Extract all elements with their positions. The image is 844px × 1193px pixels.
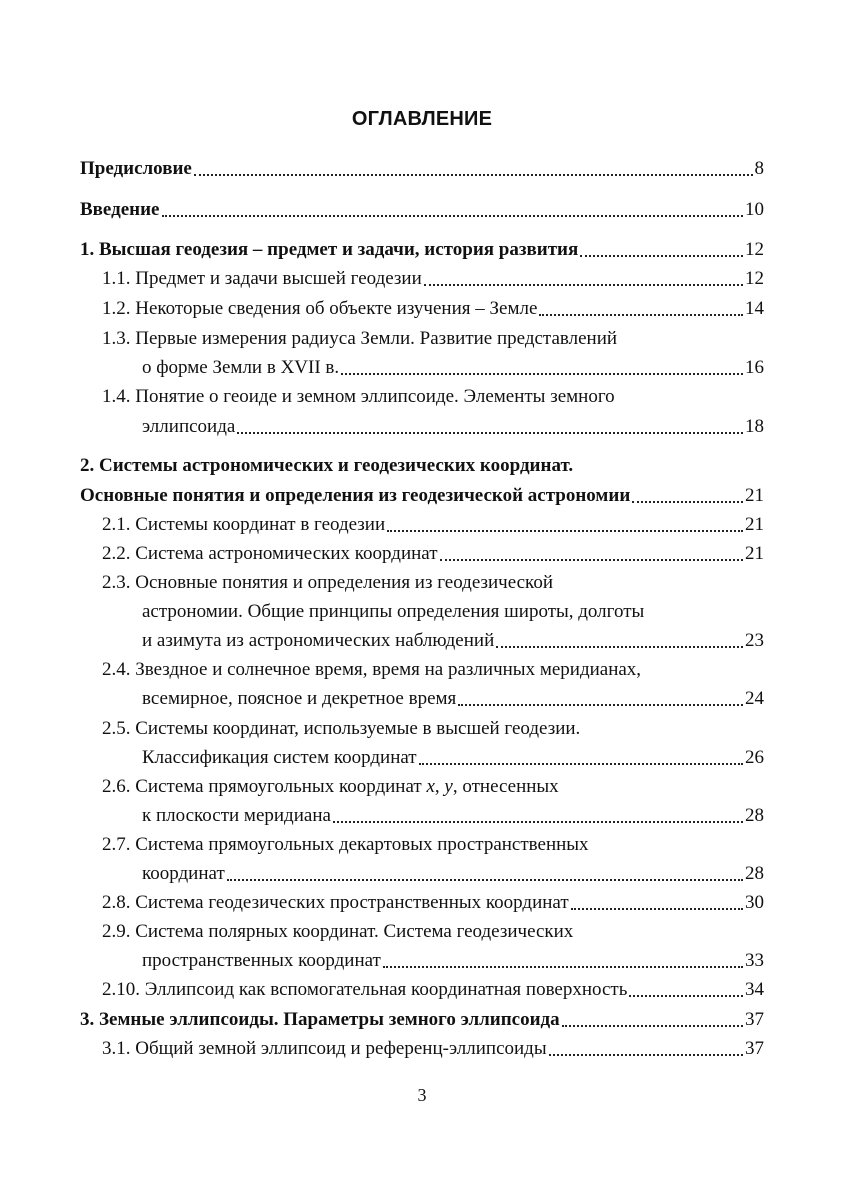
toc-entry-label xyxy=(102,776,559,798)
toc-entry-2-3[interactable] xyxy=(102,564,764,594)
toc-entry-2-9[interactable] xyxy=(102,913,764,943)
label-text-b: , отнесенных xyxy=(452,776,559,797)
dot-leader xyxy=(571,907,743,910)
toc-entry-label: 2.4. Звездное и солнечное время, время на различных меридианах, xyxy=(102,659,642,680)
toc-page-number: 16 xyxy=(745,357,764,378)
toc-page-number: 26 xyxy=(745,747,764,768)
toc-entry-label: 2.7. Система прямоугольных декартовых пространственных xyxy=(102,834,589,855)
dot-leader xyxy=(629,994,743,997)
toc-page-number: 10 xyxy=(745,199,764,220)
toc-entry-2-6-cont[interactable] xyxy=(142,797,764,827)
toc-entry-label: 1. Высшая геодезия – предмет и задачи, история развития xyxy=(80,239,579,260)
dot-leader xyxy=(387,529,743,532)
toc-page-number: 8 xyxy=(754,158,764,179)
toc-entry-chapter-1[interactable] xyxy=(80,231,764,261)
dot-leader xyxy=(194,173,753,176)
toc-entry-label-cont: Основные понятия и определения из геодезической астрономии xyxy=(80,485,631,506)
toc-page-number: 18 xyxy=(745,416,764,437)
toc-entry-label: 3. Земные эллипсоиды. Параметры земного эллипсоида xyxy=(80,1009,560,1030)
toc-entry-label: 1.3. Первые измерения радиуса Земли. Развитие представлений xyxy=(102,328,618,349)
toc-entry-label: 1.1. Предмет и задачи высшей геодезии xyxy=(102,268,422,289)
toc-entry-label-cont: астрономии. Общие принципы определения широты, долготы xyxy=(142,601,645,622)
toc-entry-label: 2.3. Основные понятия и определения из геодезической xyxy=(102,572,553,593)
toc-page-number: 28 xyxy=(745,863,764,884)
variable-y: y xyxy=(444,776,453,797)
dot-leader xyxy=(632,500,743,503)
toc-entry-label-cont: координат xyxy=(142,863,225,884)
toc-entry-1-3-cont[interactable] xyxy=(142,349,764,379)
toc-entry-label-cont: всемирное, поясное и декретное время xyxy=(142,688,457,709)
dot-leader xyxy=(333,820,743,823)
toc-page-number: 37 xyxy=(745,1009,764,1030)
toc-entry-label: Введение xyxy=(80,199,160,220)
toc-entry-1-4[interactable] xyxy=(102,378,764,408)
toc-entry-label-cont: эллипсоида xyxy=(142,416,236,437)
toc-page-number: 21 xyxy=(745,485,764,506)
dot-leader xyxy=(424,283,743,286)
toc-entry-label: 1.2. Некоторые сведения об объекте изучения – Земле xyxy=(102,298,538,319)
dot-leader xyxy=(237,431,743,434)
toc-entry-label: 2. Системы астрономических и геодезических координат. xyxy=(80,455,574,476)
dot-leader xyxy=(539,313,743,316)
toc-entry-2-3-cont1[interactable] xyxy=(142,593,764,623)
toc-entry-introduction[interactable] xyxy=(80,191,764,221)
toc-entry-3-1[interactable] xyxy=(102,1030,764,1060)
toc-entry-2-6[interactable] xyxy=(102,768,764,798)
dot-leader xyxy=(227,878,743,881)
toc-entry-2-7[interactable] xyxy=(102,826,764,856)
toc-page-number: 23 xyxy=(745,630,764,651)
toc-entry-chapter-3[interactable] xyxy=(80,1001,764,1031)
toc-page-number: 12 xyxy=(745,268,764,289)
toc-entry-label-cont: о форме Земли в XVII в. xyxy=(142,357,340,378)
dot-leader xyxy=(162,214,744,217)
toc-page-number: 12 xyxy=(745,239,764,260)
toc-entry-2-5-cont[interactable] xyxy=(142,739,764,769)
toc-entry-label: 2.9. Система полярных координат. Система геодезических xyxy=(102,921,574,942)
toc-entry-1-4-cont[interactable] xyxy=(142,408,764,438)
toc-page-number: 37 xyxy=(745,1038,764,1059)
dot-leader xyxy=(383,965,743,968)
toc-entry-2-4[interactable] xyxy=(102,651,764,681)
toc-entry-2-5[interactable] xyxy=(102,710,764,740)
toc-entry-2-1[interactable] xyxy=(102,506,764,536)
toc-entry-2-7-cont[interactable] xyxy=(142,855,764,885)
dot-leader xyxy=(562,1024,743,1027)
dot-leader xyxy=(440,558,743,561)
toc-entry-label: 2.1. Системы координат в геодезии xyxy=(102,514,386,535)
toc-entry-label-cont: Классификация систем координат xyxy=(142,747,417,768)
toc-entry-preface[interactable] xyxy=(80,150,764,180)
toc-page-number: 30 xyxy=(745,892,764,913)
toc-entry-label: 2.2. Система астрономических координат xyxy=(102,543,438,564)
toc-page-number: 14 xyxy=(745,298,764,319)
toc-entry-2-3-cont2[interactable] xyxy=(142,622,764,652)
dot-leader xyxy=(419,762,743,765)
toc-entry-label: 1.4. Понятие о геоиде и земном эллипсоиде. Элементы земного xyxy=(102,386,615,407)
toc-entry-label: Предисловие xyxy=(80,158,192,179)
toc-entry-label-cont: и азимута из астрономических наблюдений xyxy=(142,630,495,651)
toc-entry-2-9-cont[interactable] xyxy=(142,942,764,972)
label-text-a: 2.6. Система прямоугольных координат xyxy=(102,776,427,797)
label-separator: , xyxy=(434,776,445,797)
toc-page-number: 21 xyxy=(745,514,764,535)
toc-entry-1-2[interactable] xyxy=(102,290,764,320)
toc-entry-label: 2.8. Система геодезических пространственных координат xyxy=(102,892,569,913)
toc-page-number: 34 xyxy=(745,979,764,1000)
toc-entry-2-8[interactable] xyxy=(102,884,764,914)
toc-entry-2-4-cont[interactable] xyxy=(142,680,764,710)
toc-entry-chapter-2-cont[interactable] xyxy=(80,477,764,507)
toc-entry-chapter-2[interactable] xyxy=(80,447,764,477)
toc-entry-label: 3.1. Общий земной эллипсоид и референц-эллипсоиды xyxy=(102,1038,547,1059)
toc-page-number: 28 xyxy=(745,805,764,826)
toc-entry-label: 2.5. Системы координат, используемые в высшей геодезии. xyxy=(102,718,581,739)
toc-entry-label-cont: к плоскости меридиана xyxy=(142,805,331,826)
toc-entry-2-10[interactable] xyxy=(102,971,764,1001)
toc-entry-label-cont: пространственных координат xyxy=(142,950,381,971)
toc-page-number: 33 xyxy=(745,950,764,971)
page-title: ОГЛАВЛЕНИЕ xyxy=(351,108,493,130)
toc-entry-label: 2.10. Эллипсоид как вспомогательная координатная поверхность xyxy=(102,979,628,1000)
dot-leader xyxy=(496,645,743,648)
toc-page-number: 21 xyxy=(745,543,764,564)
dot-leader xyxy=(580,254,743,257)
toc-entry-2-2[interactable] xyxy=(102,535,764,565)
variable-x: x xyxy=(426,776,435,797)
toc-entry-1-3[interactable] xyxy=(102,320,764,350)
toc-page-number: 24 xyxy=(745,688,764,709)
toc-entry-1-1[interactable] xyxy=(102,260,764,290)
dot-leader xyxy=(549,1053,743,1056)
dot-leader xyxy=(341,372,743,375)
dot-leader xyxy=(458,703,743,706)
page-number: 3 xyxy=(417,1085,427,1105)
